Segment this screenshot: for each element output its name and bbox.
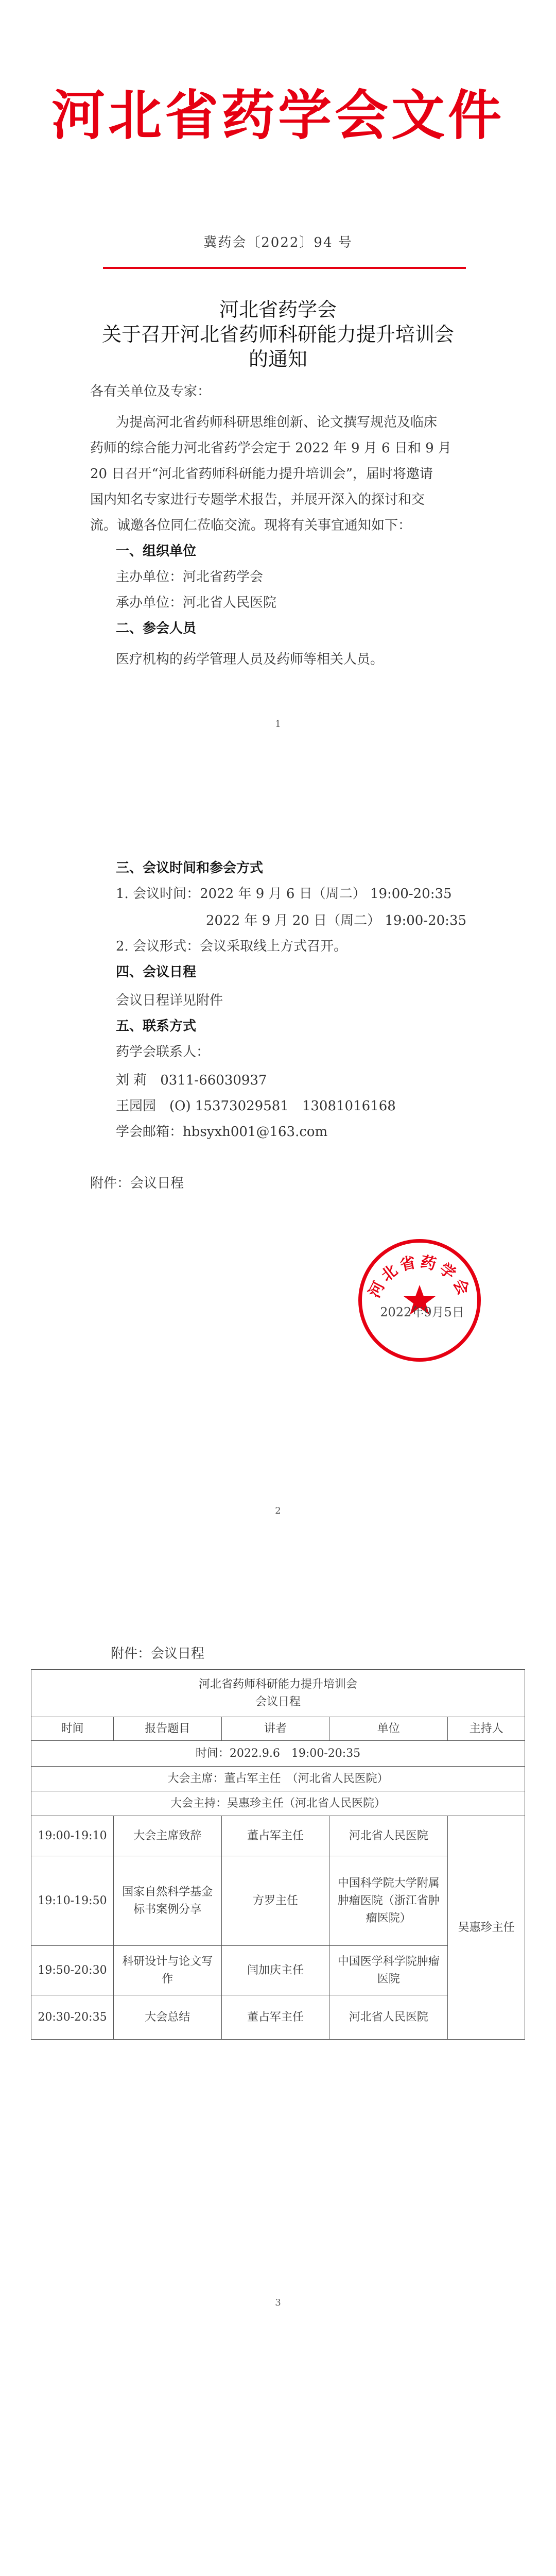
section-1-heading: 一、组织单位	[116, 544, 197, 559]
row-topic: 大会总结	[113, 1995, 221, 2040]
official-seal	[358, 1239, 481, 1362]
schedule-reference: 会议日程详见附件	[116, 993, 223, 1008]
attachment-label: 附件：会议日程	[111, 1646, 205, 1662]
red-divider	[103, 267, 466, 269]
intro-line-1: 为提高河北省药师科研思维创新、论文撰写规范及临床	[116, 415, 438, 430]
header-speaker: 讲者	[221, 1717, 329, 1741]
page-number: 3	[275, 2297, 281, 2308]
salutation: 各有关单位及专家：	[90, 384, 211, 399]
section-3-heading: 三、会议时间和参会方式	[116, 860, 264, 876]
row-unit: 中国科学院大学附属肿瘤医院（浙江省肿瘤医院）	[329, 1856, 448, 1946]
meeting-time-1: 1. 会议时间：2022 年 9 月 6 日（周二） 19:00-20:35	[116, 886, 452, 902]
row-speaker: 董占军主任	[221, 1816, 329, 1856]
row-unit: 中国医学科学院肿瘤医院	[329, 1946, 448, 1995]
row-topic: 国家自然科学基金标书案例分享	[113, 1856, 221, 1946]
intro-line-5: 流。诚邀各位同仁莅临交流。现将有关事宜通知如下：	[90, 518, 412, 533]
meeting-mode: 2. 会议形式：会议采取线上方式召开。	[116, 939, 348, 954]
table-row	[31, 1791, 525, 1816]
host-line: 大会主持：吴惠珍主任（河北省人民医院）	[31, 1791, 525, 1816]
page-number: 2	[275, 1505, 281, 1516]
row-speaker: 方罗主任	[221, 1856, 329, 1946]
page-4	[0, 2360, 556, 2576]
table-header-row	[31, 1717, 525, 1741]
row-speaker: 董占军主任	[221, 1995, 329, 2040]
document-number: 冀药会〔2022〕94 号	[203, 235, 353, 250]
section-2-heading: 二、参会人员	[116, 621, 197, 636]
schedule-title: 河北省药师科研能力提升培训会	[198, 1677, 357, 1691]
signing-date: 2022年9月5日	[380, 1305, 464, 1319]
row-time: 19:00-19:10	[31, 1816, 114, 1856]
intro-line-3: 20 日召开“河北省药师科研能力提升培训会”，届时将邀请	[90, 466, 433, 482]
row-topic: 科研设计与论文写作	[113, 1946, 221, 1995]
table-row	[31, 1767, 525, 1791]
contact-person-1: 刘 莉 0311-66030937	[116, 1073, 267, 1088]
table-row	[31, 1816, 525, 1856]
notice-title-line-3: 的通知	[248, 348, 307, 370]
schedule-title-cell	[31, 1670, 525, 1717]
page-2	[0, 787, 556, 1573]
row-time: 19:10-19:50	[31, 1856, 114, 1946]
row-speaker: 闫加庆主任	[221, 1946, 329, 1995]
participants-text: 医疗机构的药学管理人员及药师等相关人员。	[116, 652, 384, 667]
intro-line-2: 药师的综合能力河北省药学会定于 2022 年 9 月 6 日和 9 月	[90, 440, 451, 456]
section-5-heading: 五、联系方式	[116, 1019, 197, 1034]
header-moderator: 主持人	[448, 1717, 525, 1741]
organizer-unit: 承办单位：河北省人民医院	[116, 595, 277, 611]
society-email: 学会邮箱：hbsyxh001@163.com	[116, 1124, 328, 1140]
header-time: 时间	[31, 1717, 114, 1741]
header-topic: 报告题目	[113, 1717, 221, 1741]
contact-label: 药学会联系人：	[116, 1044, 210, 1060]
seal-arc-text: 河北省药学会	[365, 1252, 474, 1301]
notice-title-line-1: 河北省药学会	[219, 298, 337, 321]
chair-line: 大会主席：董占军主任 （河北省人民医院）	[31, 1767, 525, 1791]
seal-graphic	[362, 1243, 477, 1358]
moderator-cell: 吴惠珍主任	[448, 1816, 525, 2040]
schedule-table	[31, 1669, 525, 2040]
attachment-note: 附件：会议日程	[90, 1176, 184, 1191]
section-4-heading: 四、会议日程	[116, 964, 197, 980]
contact-person-2: 王园园 (O) 15373029581 13081016168	[116, 1098, 396, 1114]
intro-line-4: 国内知名专家进行专题学术报告，并展开深入的探讨和交	[90, 492, 425, 507]
row-unit: 河北省人民医院	[329, 1816, 448, 1856]
page-number: 1	[275, 719, 281, 730]
notice-title-line-2: 关于召开河北省药师科研能力提升培训会	[101, 323, 454, 346]
row-topic: 大会主席致辞	[113, 1816, 221, 1856]
date-line: 时间：2022.9.6 19:00-20:35	[31, 1741, 525, 1767]
meeting-time-2: 2022 年 9 月 20 日（周二） 19:00-20:35	[206, 913, 467, 928]
row-time: 19:50-20:30	[31, 1946, 114, 1995]
header-unit: 单位	[329, 1717, 448, 1741]
table-row	[31, 1670, 525, 1717]
row-unit: 河北省人民医院	[329, 1995, 448, 2040]
host-unit: 主办单位：河北省药学会	[116, 569, 264, 585]
table-row	[31, 1741, 525, 1767]
schedule-subtitle: 会议日程	[255, 1695, 301, 1708]
page-1	[0, 0, 556, 787]
document-header-title: 河北省药学会文件	[51, 84, 505, 147]
row-time: 20:30-20:35	[31, 1995, 114, 2040]
